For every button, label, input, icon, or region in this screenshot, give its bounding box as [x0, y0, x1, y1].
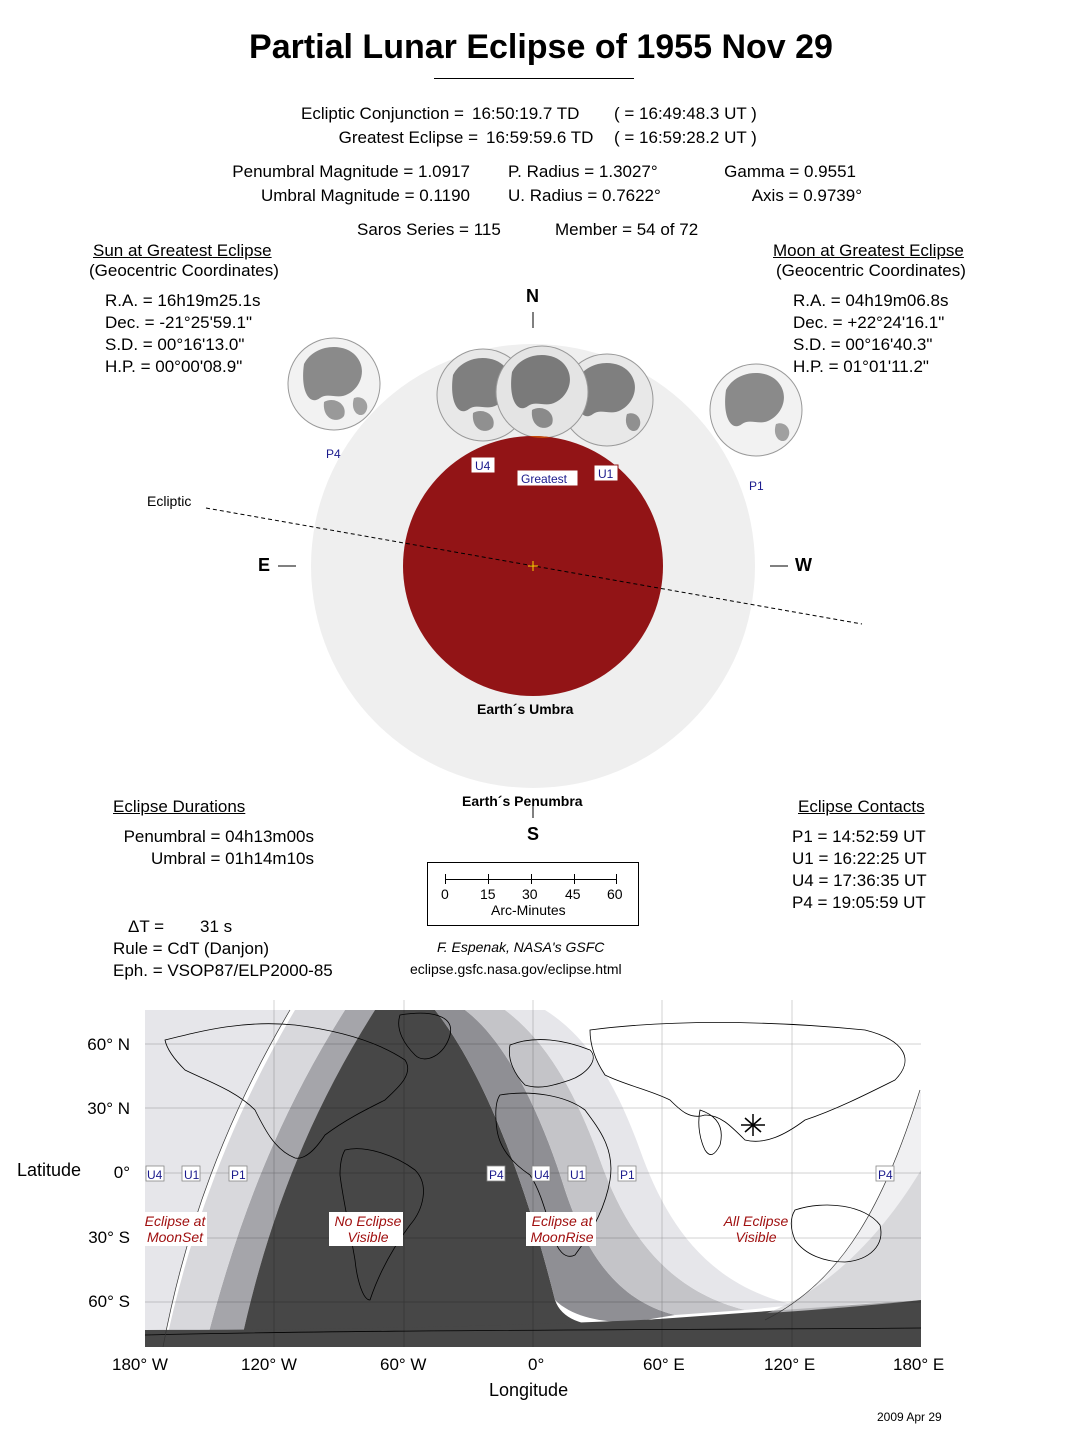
p1-label: P1 [749, 479, 764, 493]
sun-hp: H.P. = 00°00'08.9" [105, 357, 243, 376]
moon-p1 [710, 364, 802, 456]
title-rule [434, 78, 634, 79]
delta-t-value: 31 s [200, 917, 233, 936]
saros-member: Member = 54 of 72 [555, 220, 699, 239]
east-label: E [258, 555, 271, 575]
lon-label-120e: 120° E [764, 1355, 816, 1374]
lon-label-120w: 120° W [241, 1355, 297, 1374]
greatest-td: 16:59:59.6 TD [486, 128, 594, 147]
scale-tick-0: 0 [441, 886, 449, 902]
latitude-axis-title: Latitude [17, 1160, 82, 1180]
contact-u4: U4 = 17:36:35 UT [792, 871, 927, 890]
west-label: W [795, 555, 812, 575]
sun-sd: S.D. = 00°16'13.0" [105, 335, 245, 354]
sun-dec: Dec. = -21°25'59.1" [105, 313, 252, 332]
moon-hp: H.P. = 01°01'11.2" [793, 357, 929, 376]
umbral-duration: Umbral = 01h14m10s [150, 849, 314, 868]
u4-label: U4 [475, 459, 491, 473]
u1-label: U1 [598, 467, 614, 481]
conjunction-td: 16:50:19.7 TD [472, 104, 580, 123]
conjunction-label: Ecliptic Conjunction = [300, 104, 464, 123]
moon-ra: R.A. = 04h19m06.8s [793, 291, 949, 310]
ecliptic-label: Ecliptic [147, 493, 192, 509]
zone-label-moonrise [524, 1213, 600, 1245]
credit-url[interactable]: eclipse.gsfc.nasa.gov/eclipse.html [410, 961, 622, 977]
sun-heading: Sun at Greatest Eclipse [93, 241, 272, 260]
p4-label: P4 [326, 447, 341, 461]
moon-sd: S.D. = 00°16'40.3" [793, 335, 933, 354]
map-contact-u4-mid: U4 [534, 1168, 550, 1182]
lon-label-60w: 60° W [380, 1355, 427, 1374]
moon-greatest [496, 346, 588, 438]
contact-u1: U1 = 16:22:25 UT [792, 849, 927, 868]
page-title: Partial Lunar Eclipse of 1955 Nov 29 [249, 28, 833, 66]
scale-tick-15: 15 [480, 886, 496, 902]
sun-ra: R.A. = 16h19m25.1s [105, 291, 261, 310]
zone-label-moonrise-line2: MoonRise [530, 1229, 594, 1245]
south-label: S [527, 824, 540, 844]
greatest-label: Greatest [521, 472, 568, 486]
visibility-map [145, 1000, 921, 1347]
zone-label-none [330, 1213, 406, 1245]
axis-value: Axis = 0.9739° [751, 186, 862, 205]
moon-heading: Moon at Greatest Eclipse [773, 241, 964, 260]
lon-label-180w: 180° W [112, 1355, 168, 1374]
conjunction-ut: ( = 16:49:48.3 UT ) [614, 104, 757, 123]
greatest-ut: ( = 16:59:28.2 UT ) [614, 128, 757, 147]
durations-heading: Eclipse Durations [113, 797, 246, 816]
lon-label-60e: 60° E [643, 1355, 685, 1374]
penumbral-duration: Penumbral = 04h13m00s [123, 827, 314, 846]
zone-label-none-line1: No Eclipse [334, 1213, 402, 1229]
credit-text: F. Espenak, NASA's GSFC [437, 939, 605, 955]
moon-subheading: (Geocentric Coordinates) [776, 261, 966, 280]
contact-p4: P4 = 19:05:59 UT [792, 893, 926, 912]
contact-p1: P1 = 14:52:59 UT [792, 827, 926, 846]
ephemeris-value: Eph. = VSOP87/ELP2000-85 [113, 961, 333, 980]
umbra-label: Earth´s Umbra [477, 701, 574, 717]
moon-dec: Dec. = +22°24'16.1" [793, 313, 945, 332]
lat-label-60s: 60° S [88, 1292, 130, 1311]
lat-label-30s: 30° S [88, 1228, 130, 1247]
contacts-heading: Eclipse Contacts [798, 797, 925, 816]
lon-label-0: 0° [528, 1355, 545, 1374]
map-contact-u1-west: U1 [184, 1168, 200, 1182]
map-contact-u1-mid: U1 [570, 1168, 586, 1182]
scale-tick-30: 30 [522, 886, 538, 902]
saros-series: Saros Series = 115 [357, 220, 501, 239]
sun-subheading: (Geocentric Coordinates) [89, 261, 279, 280]
umbra-radius: U. Radius = 0.7622° [508, 186, 661, 205]
lat-label-30n: 30° N [87, 1099, 130, 1118]
moon-p4 [288, 338, 380, 430]
scale-label: Arc-Minutes [491, 902, 566, 918]
scale-tick-60: 60 [607, 886, 623, 902]
penumbra-radius: P. Radius = 1.3027° [508, 162, 658, 181]
zone-label-moonset-line1: Eclipse at [144, 1213, 206, 1229]
map-contact-p4-mid: P4 [489, 1168, 504, 1182]
chart-date: 2009 Apr 29 [877, 1410, 942, 1424]
penumbral-magnitude: Penumbral Magnitude = 1.0917 [232, 162, 470, 181]
rule-value: Rule = CdT (Danjon) [113, 939, 270, 958]
zone-label-all-line2: Visible [735, 1229, 777, 1245]
north-label: N [526, 286, 539, 306]
scale-box [427, 862, 639, 926]
zone-label-moonset-line2: MoonSet [146, 1229, 204, 1245]
map-contact-p1-west: P1 [231, 1168, 246, 1182]
map-contact-p4-east: P4 [878, 1168, 893, 1182]
zone-label-moonrise-line1: Eclipse at [531, 1213, 593, 1229]
lon-label-180e: 180° E [893, 1355, 945, 1374]
delta-t-label: ΔT = [128, 917, 165, 936]
zone-label-none-line2: Visible [347, 1229, 389, 1245]
zone-label-moonset [140, 1213, 210, 1245]
scale-tick-45: 45 [565, 886, 581, 902]
map-contact-u4-west: U4 [147, 1168, 163, 1182]
gamma-value: Gamma = 0.9551 [724, 162, 856, 181]
longitude-axis-title: Longitude [489, 1380, 569, 1400]
lat-label-60n: 60° N [87, 1035, 130, 1054]
umbral-magnitude: Umbral Magnitude = 0.1190 [260, 186, 470, 205]
lat-label-0: 0° [113, 1163, 130, 1182]
greatest-label: Greatest Eclipse = [338, 128, 478, 147]
zone-label-all-line1: All Eclipse [723, 1213, 789, 1229]
map-contact-p1-mid: P1 [620, 1168, 635, 1182]
zone-label-all [718, 1213, 794, 1245]
shadow-diagram [0, 280, 1082, 860]
penumbra-label: Earth´s Penumbra [462, 793, 583, 809]
